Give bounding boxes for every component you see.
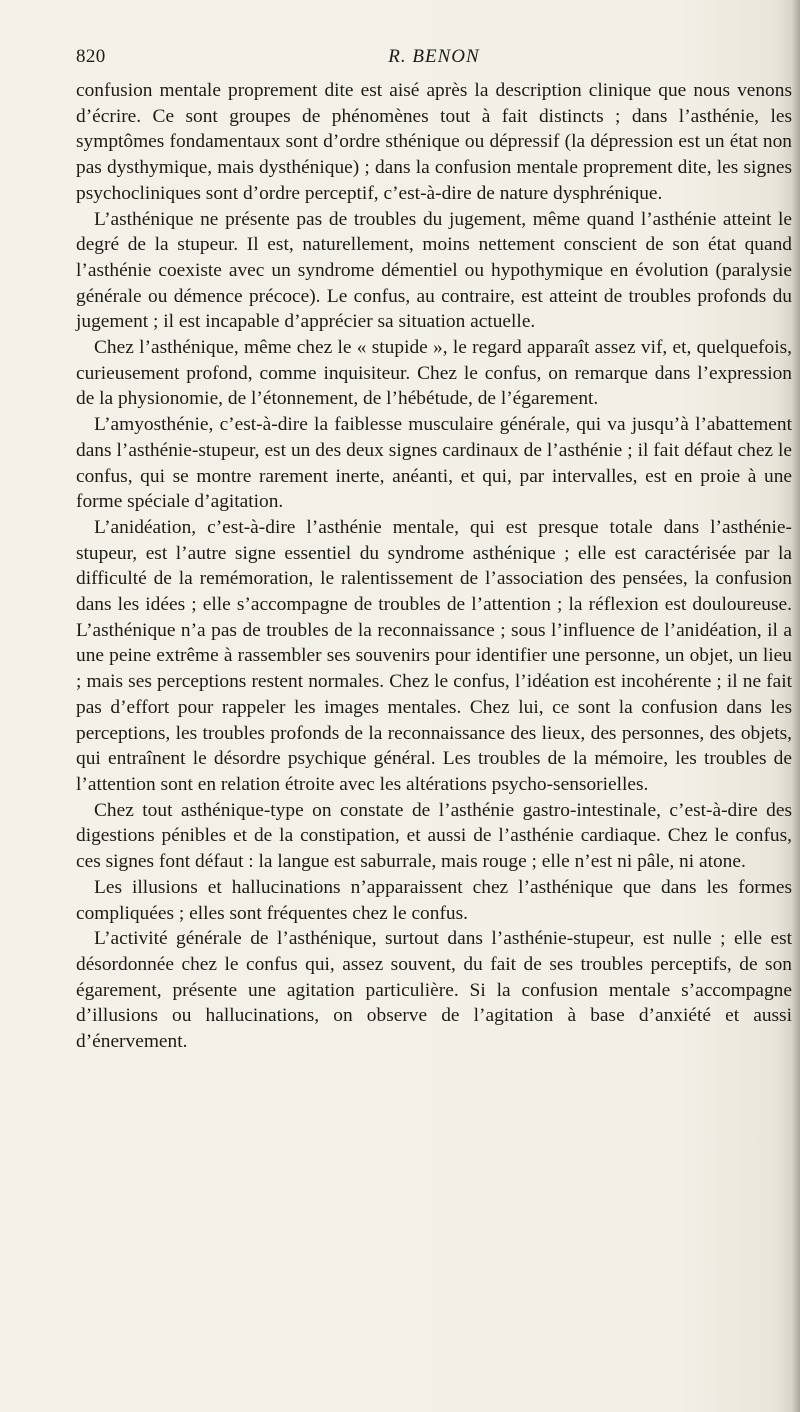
paragraph: confusion mentale proprement dite est aisé après la description clinique que nous venons d’écrire. Ce sont groupes de phénomènes tout à fait distincts ; dans l’asthénie, les symptômes fondamentaux sont d’ordre sthénique ou dépressif (la dépression est un état non pas dysthymique, mais dysthénique) ; dans la confusion mentale proprement dite, les signes psychocliniques sont d’ordre perceptif, c’est-à-dire de nature dysphrénique. <box>76 80 792 204</box>
paragraph: Chez l’asthénique, même chez le « stupide », le regard apparaît assez vif, et, quelquefois, curieusement profond, comme inquisiteur. Chez le confus, on remarque dans l’expression de la physionomie, de l’étonnement, de l’hébétude, de l’égarement. <box>76 337 792 410</box>
body-text <box>76 78 792 1055</box>
paragraph: L’amyosthénie, c’est-à-dire la faiblesse musculaire générale, qui va jusqu’à l’abattement dans l’asthénie-stupeur, est un des deux signes cardinaux de l’asthénie ; il fait défaut chez le confus, qui se montre rarement inerte, anéanti, et qui, par intervalles, est en proie à une forme spéciale d’agitation. <box>76 414 792 513</box>
paragraph: L’activité générale de l’asthénique, surtout dans l’asthénie-stupeur, est nulle ; elle est désordonnée chez le confus qui, assez souvent, du fait de ses troubles perceptifs, de son égarement, présente une agitation particulière. Si la confusion mentale s’accompagne d’illusions ou hallucinations, on observe de l’agitation à base d’anxiété et aussi d’énervement. <box>76 928 792 1053</box>
page-header <box>76 46 792 76</box>
running-head: R. BENON <box>388 46 480 67</box>
page-edge-shadow <box>792 0 800 1412</box>
paragraph: Chez tout asthénique-type on constate de l’asthénie gastro-intestinale, c’est-à-dire des digestions pénibles et de la constipation, et aussi de l’asthénie cardiaque. Chez le confus, ces signes font défaut : la langue est saburrale, mais rouge ; elle n’est ni pâle, ni atone. <box>76 799 792 873</box>
paragraph: L’asthénique ne présente pas de troubles du jugement, même quand l’asthénie atteint le degré de la stupeur. Il est, naturellement, moins nettement conscient de son état quand l’asthénie coexiste avec un syndrome démentiel ou hypothymique en évolution (paralysie générale ou démence précoce). Le confus, au contraire, est atteint de troubles profonds du jugement ; il est incapable d’apprécier sa situation actuelle. <box>76 208 792 333</box>
page-number: 820 <box>76 46 106 67</box>
paragraph: L’anidéation, c’est-à-dire l’asthénie mentale, qui est presque totale dans l’asthénie-stupeur, est l’autre signe essentiel du syndrome asthénique ; elle est caractérisée par la difficulté de la remémoration, le ralentissement de l’association des pensées, la confusion dans les idées ; elle s’accompagne de troubles de l’attention ; la réflexion est douloureuse. L’asthénique n’a pas de troubles de la reconnaissance ; sous l’influence de l’anidéation, il a une peine extrême à rassembler ses souvenirs pour identifier une personne, un objet, un lieu ; mais ses perceptions restent normales. Chez le confus, l’idéation est incohérente ; il ne fait pas d’effort pour rappeler les images mentales. Chez lui, ce sont la confusion dans les perceptions, les troubles profonds de la reconnaissance des lieux, des personnes, des objets, qui entraînent le désordre psychique général. Les troubles de la mémoire, les troubles de l’attention sont en relation étroite avec les altérations psycho-sensorielles. <box>76 516 792 795</box>
paragraph: Les illusions et hallucinations n’apparaissent chez l’asthénique que dans les formes compliquées ; elles sont fréquentes chez le confus. <box>76 876 792 924</box>
